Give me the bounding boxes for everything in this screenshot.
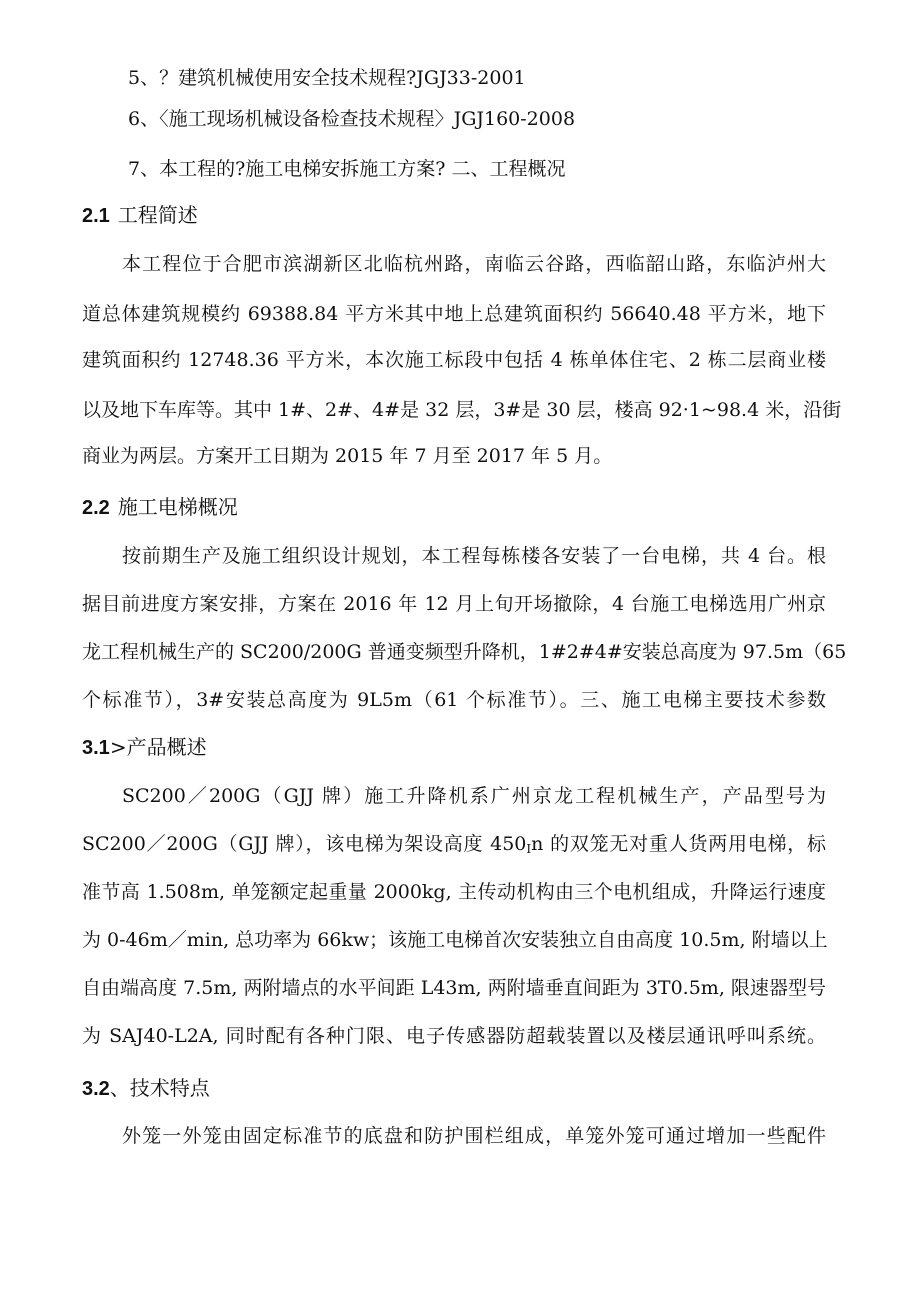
paragraph-line: 本工程位于合肥市滨湖新区北临杭州路，南临云谷路，西临韶山路，东临泸州大 <box>122 253 826 275</box>
subscript-glyph: I <box>526 842 532 856</box>
section-heading-2-1 <box>82 201 198 230</box>
section-title: 施工电梯概况 <box>117 495 238 519</box>
paragraph-line: 自由端高度 7.5m, 两附墙点的水平间距 L43m, 两附墙垂直间距为 3T0.5m, 限速器型号 <box>82 977 826 999</box>
paragraph-line: 按前期生产及施工组织设计规划，本工程每栋楼各安装了一台电梯，共 4 台。根 <box>122 545 826 567</box>
reference-item-6: 6、〈施工现场机械设备检查技术规程〉JGJ160-2008 <box>128 108 576 130</box>
paragraph-line: 准节高 1.508m, 单笼额定起重量 2000kg, 主传动机构由三个电机组成，升降运行速度 <box>82 881 826 903</box>
paragraph-line: 建筑面积约 12748.36 平方米，本次施工标段中包括 4 栋单体住宅、2 栋二层商业楼 <box>82 349 826 371</box>
paragraph-line: 个标准节），3#安装总高度为 9L5m（61 个标准节）。三、施工电梯主要技术参数 <box>82 689 826 711</box>
section-title: 工程简述 <box>117 203 198 227</box>
section-number: 3.2 <box>82 1078 110 1100</box>
paragraph-line: 为 0-46m／min, 总功率为 66kw；该施工电梯首次安装独立自由高度 10.5m, 附墙以上 <box>82 929 828 951</box>
section-number: 2.1 <box>82 205 110 227</box>
section-number: 3.1 <box>82 737 110 759</box>
section-number: 2.2 <box>82 497 110 519</box>
section-title: >产品概述 <box>109 735 207 759</box>
paragraph-segment: n 的双笼无对重人货两用电梯，标 <box>531 833 826 855</box>
paragraph-line: 外笼一外笼由固定标准节的底盘和防护围栏组成，单笼外笼可通过增加一些配件 <box>122 1125 826 1147</box>
section-heading-2-2 <box>82 493 238 522</box>
paragraph-line: SC200／200G（GJJ 牌）施工升降机系广州京龙工程机械生产，产品型号为 <box>122 785 826 807</box>
section-title: 、技术特点 <box>109 1076 210 1100</box>
paragraph-line: 以及地下车库等。其中 1#、2#、4#是 32 层，3#是 30 层，楼高 92·1~98.4 米，沿街 <box>82 399 842 421</box>
reference-item-7: 7、本工程的?施工电梯安拆施工方案? 二、工程概况 <box>128 158 566 180</box>
reference-item-5: 5、？建筑机械使用安全技术规程?JGJ33-2001 <box>128 67 526 89</box>
paragraph-line: 商业为两层。方案开工日期为 2015 年 7 月至 2017 年 5 月。 <box>82 445 613 467</box>
paragraph-segment: SC200／200G（GJJ 牌），该电梯为架设高度 450 <box>82 833 527 855</box>
paragraph-line: 龙工程机械生产的 SC200/200G 普通变频型升降机，1#2#4#安装总高度为 97.5m（65 <box>82 641 847 663</box>
section-heading-3-1 <box>82 733 207 762</box>
paragraph-line: 道总体建筑规模约 69388.84 平方米其中地上总建筑面积约 56640.48 平方米，地下 <box>82 303 826 325</box>
paragraph-line <box>82 830 826 863</box>
section-heading-3-2 <box>82 1074 210 1103</box>
paragraph-line: 据目前进度方案安排，方案在 2016 年 12 月上旬开场撤除，4 台施工电梯选用广州京 <box>82 593 826 615</box>
paragraph-line: 为 SAJ40-L2A, 同时配有各种门限、电子传感器防超载装置以及楼层通讯呼叫系统。 <box>82 1025 826 1047</box>
